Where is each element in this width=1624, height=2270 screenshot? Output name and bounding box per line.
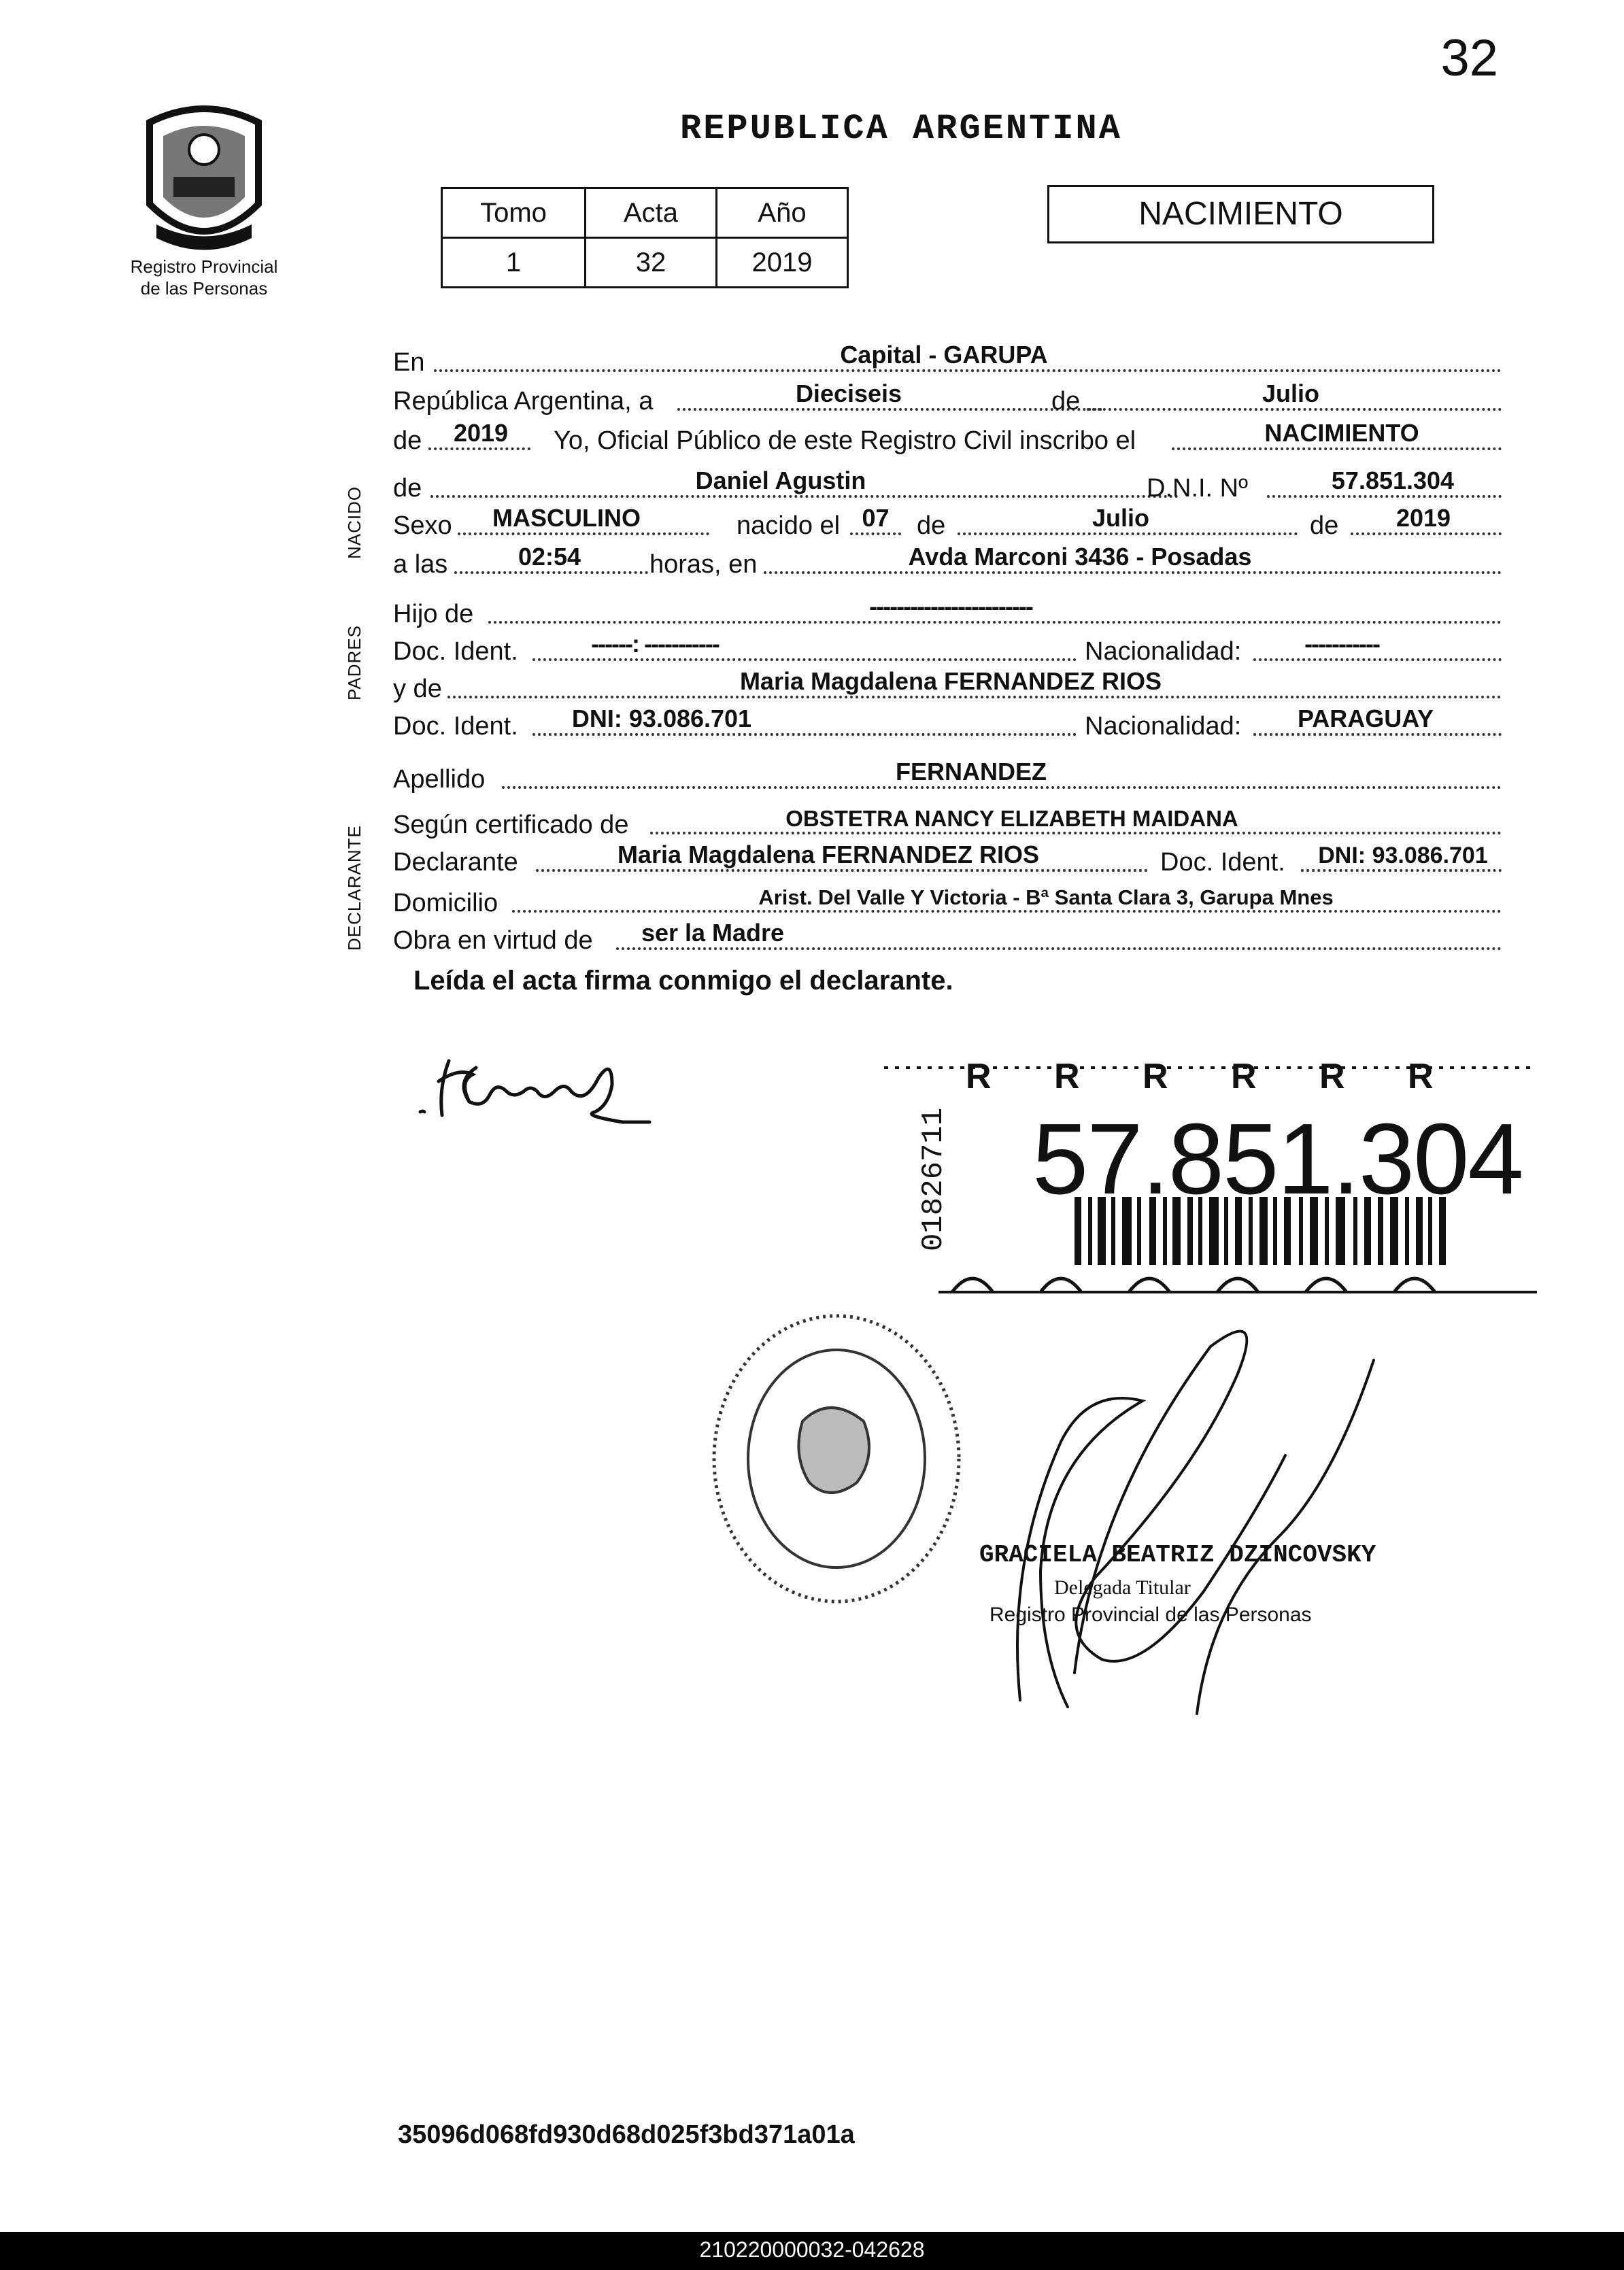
label-nacido-el: nacido el [737, 511, 841, 540]
label-obra: Obra en virtud de [393, 926, 593, 955]
closing-statement: Leída el acta firma conmigo el declarante. [413, 966, 953, 996]
value-birth-day: 07 [862, 504, 890, 532]
label-doc-ident-2: Doc. Ident. [393, 712, 518, 741]
row-obra [393, 915, 1502, 955]
signatory-title: Delegada Titular [1054, 1576, 1191, 1599]
logo-caption-line1: Registro Provincial [130, 256, 278, 277]
declarant-signature [408, 1040, 700, 1129]
label-apellido: Apellido [393, 765, 486, 794]
label-segun-certificado: Según certificado de [393, 811, 629, 839]
value-nacionalidad-2: PARAGUAY [1297, 705, 1434, 732]
row-certificado [393, 799, 1502, 840]
r-mark: R [1143, 1057, 1168, 1096]
side-label-nacido: NACIDO [344, 486, 365, 559]
logo-caption-line2: de las Personas [140, 278, 268, 299]
acta-value-acta: 32 [586, 238, 717, 288]
row-doc-2 [393, 700, 1502, 741]
r-marks-top [966, 1057, 1434, 1096]
value-doc-ident-declarante: DNI: 93.086.701 [1318, 843, 1488, 868]
acta-header-acta: Acta [586, 188, 717, 238]
row-apellido [393, 753, 1502, 794]
row-doc-1 [393, 626, 1502, 666]
r-mark: R [1054, 1057, 1080, 1096]
value-apellido: FERNANDEZ [896, 758, 1047, 785]
value-day: Dieciseis [795, 379, 902, 407]
row-hijo [393, 588, 1502, 629]
row-sexo [393, 500, 1502, 541]
label-nacionalidad-1: Nacionalidad: [1085, 637, 1242, 666]
value-month: Julio [1262, 379, 1319, 407]
value-doc-ident-1: ------: ----------- [591, 630, 719, 658]
label-de-1: de [1051, 387, 1081, 416]
row-y-de [393, 663, 1502, 704]
r-mark: R [1319, 1057, 1345, 1096]
label-yo-oficial: Yo, Oficial Público de este Registro Civil inscribo el [554, 426, 1136, 455]
label-doc-ident-1: Doc. Ident. [393, 637, 518, 666]
label-declarante: Declarante [393, 848, 518, 877]
value-sexo: MASCULINO [492, 504, 641, 532]
acta-table [441, 187, 849, 288]
document-hash: 35096d068fd930d68d025f3bd371a01a [398, 2120, 855, 2149]
value-birth-month: Julio [1092, 504, 1149, 532]
value-declarante: Maria Magdalena FERNANDEZ RIOS [617, 841, 1040, 868]
acta-value-anio: 2019 [717, 238, 848, 288]
value-domicilio: Arist. Del Valle Y Victoria - Bª Santa Clara 3, Garupa Mnes [758, 885, 1334, 909]
value-obra: ser la Madre [641, 919, 785, 947]
label-nacionalidad-2: Nacionalidad: [1085, 712, 1242, 741]
label-de-2: de [393, 426, 422, 455]
value-time: 02:54 [518, 543, 581, 571]
official-seal [694, 1299, 979, 1619]
value-mother: Maria Magdalena FERNANDEZ RIOS [739, 667, 1162, 695]
value-en: Capital - GARUPA [840, 341, 1048, 369]
footer-code: 210220000032-042628 [699, 2237, 925, 2262]
value-dni: 57.851.304 [1331, 467, 1455, 494]
value-doc-ident-2: DNI: 93.086.701 [571, 705, 752, 732]
value-place: Avda Marconi 3436 - Posadas [908, 543, 1252, 571]
row-hora [393, 539, 1502, 579]
r-mark: R [1231, 1057, 1257, 1096]
label-y-de: y de [393, 675, 442, 703]
row-year [393, 415, 1502, 456]
row-republica [393, 375, 1502, 416]
value-segun-certificado: OBSTETRA NANCY ELIZABETH MAIDANA [785, 806, 1238, 831]
page-number: 32 [1440, 29, 1498, 87]
label-dni: D.N.I. Nº [1147, 474, 1248, 503]
value-year: 2019 [453, 419, 509, 447]
label-doc-ident-declarante: Doc. Ident. [1160, 848, 1285, 877]
label-de-3: de [393, 474, 422, 503]
label-domicilio: Domicilio [393, 889, 498, 917]
r-mark: R [966, 1057, 992, 1096]
signatory-name: GRACIELA BEATRIZ DZINCOVSKY [979, 1541, 1376, 1569]
value-hijo: ------------------------ [869, 592, 1032, 620]
logo-caption [109, 256, 299, 299]
side-label-declarante: DECLARANTE [344, 825, 365, 951]
official-signature [938, 1292, 1455, 1734]
label-hijo-de: Hijo de [393, 600, 474, 628]
r-mark: R [1408, 1057, 1434, 1096]
label-republica: República Argentina, a [393, 387, 654, 416]
record-type-box: NACIMIENTO [1047, 185, 1434, 243]
signatory-organization: Registro Provincial de las Personas [989, 1604, 1312, 1626]
acta-header-anio: Año [717, 188, 848, 238]
document-title: REPUBLICA ARGENTINA [680, 109, 1122, 149]
label-sexo: Sexo [393, 511, 452, 540]
value-name: Daniel Agustin [695, 467, 866, 494]
label-horas-en: horas, en [649, 550, 758, 579]
label-a-las: a las [393, 550, 448, 579]
acta-header-tomo: Tomo [442, 188, 586, 238]
stamp-dni-number: 57.851.304 [1032, 1103, 1523, 1215]
label-de-5: de [1310, 511, 1339, 540]
value-inscribe: NACIMIENTO [1264, 419, 1419, 447]
label-en: En [393, 348, 425, 377]
value-birth-year: 2019 [1395, 504, 1451, 532]
row-domicilio [393, 877, 1502, 918]
stamp-serial: 01826711 [917, 1107, 951, 1251]
label-de-4: de [917, 511, 946, 540]
row-name [393, 462, 1502, 503]
row-declarante [393, 836, 1502, 877]
value-nacionalidad-1: ----------- [1304, 630, 1379, 658]
provincial-shield-logo [136, 102, 272, 258]
row-en [393, 337, 1502, 377]
acta-value-tomo: 1 [442, 238, 586, 288]
side-label-padres: PADRES [344, 625, 365, 700]
